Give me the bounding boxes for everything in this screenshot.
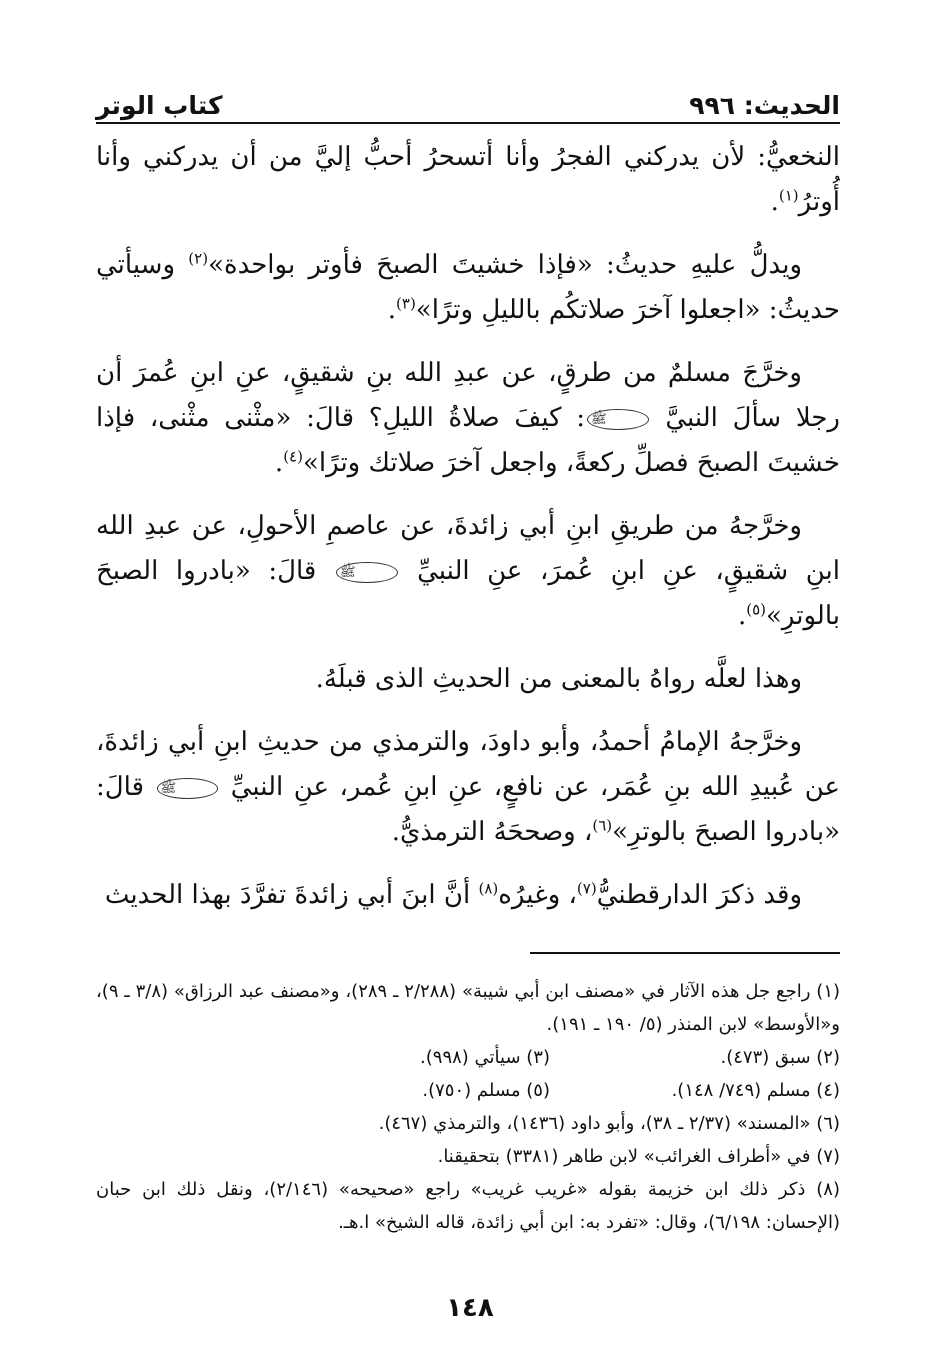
- footnote-2: (٢) سبق (٤٧٣).: [720, 1047, 840, 1068]
- footnote-5: (٥) مسلم (٧٥٠).: [422, 1080, 550, 1101]
- footnote-8: (٨) ذكر ذلك ابن خزيمة بقوله «غريب غريب» راجع «صحيحه» (٢/١٤٦)، ونقل ذلك ابن حبان (الإحسان: ٦/١٩٨)، وقال: «تفرد به: ابن أبي زائدة، قاله الشيخ» ا.هـ.: [96, 1179, 840, 1233]
- footnote-6: (٦) «المسند» (٢/٣٧ ـ ٣٨)، وأبو داود (١٤٣٦)، والترمذي (٤٦٧).: [378, 1113, 840, 1134]
- paragraph-2: ويدلُّ عليهِ حديثُ: «فإذا خشيتَ الصبحَ فأوتر بواحدة»$^{(٢)}$ وسيأتي حديثُ: «اجعلوا آخرَ صلاتكُم بالليلِ وترًا»$^{(٣)}$.: [96, 249, 840, 325]
- paragraph-4: وخرَّجهُ من طريقِ ابنِ أبي زائدةَ، عن عاصمِ الأحولِ، عن عبدِ الله ابنِ شقيقٍ، عنِ ابنِ عُمرَ، عنِ النبيِّ ﷺ قالَ: «بادروا الصبحَ بالوترِ»$^{(٥)}$.: [96, 511, 840, 631]
- paragraph-3: وخرَّجَ مسلمٌ من طرقٍ، عن عبدِ الله بنِ شقيقٍ، عنِ ابنِ عُمرَ أن رجلا سألَ النبيَّ ﷺ: كيفَ صلاةُ الليلِ؟ قالَ: «مثْنى مثْنى، فإذا خشيتَ الصبحَ فصلِّ ركعةً، واجعل آخرَ صلاتك وترًا»$^{(٤)}$.: [96, 358, 840, 478]
- header-rule: [96, 122, 840, 124]
- book-title: كتاب الوتر: [96, 91, 223, 120]
- salutation-glyph: ﷺ: [587, 409, 649, 430]
- paragraph-6: وخرَّجهُ الإمامُ أحمدُ، وأبو داودَ، والترمذي من حديثِ ابنِ أبي زائدةَ، عن عُبيدِ الله بنِ عُمَر، عن نافعٍ، عنِ ابنِ عُمر، عنِ النبيِّ ﷺ قالَ: «بادروا الصبحَ بالوترِ»$^{(٦)}$، وصححَهُ الترمذيُّ.: [96, 727, 840, 847]
- running-header: [96, 80, 840, 120]
- footnote-row: [96, 1041, 840, 1074]
- paragraph-1: النخعيُّ: لأن يدركني الفجرُ وأنا أتسحرُ أحبُّ إليَّ من أن يدركني وأنا أُوترُ$^{(١)}$.: [96, 142, 840, 217]
- footnotes: [96, 975, 840, 1239]
- hadith-number: الحديث: ٩٩٦: [689, 91, 840, 120]
- footnote-ref-7[interactable]: (٧): [576, 879, 597, 898]
- footnote-ref-3[interactable]: (٣): [396, 294, 416, 313]
- page-number: ١٤٨: [446, 1293, 494, 1323]
- salutation-glyph: ﷺ: [336, 562, 398, 583]
- footnote-separator: [530, 952, 840, 954]
- footnote-ref-6[interactable]: (٦): [592, 816, 613, 835]
- footnote-7: (٧) في «أطراف الغرائب» لابن طاهر (٣٣٨١) بتحقيقنا.: [437, 1146, 840, 1167]
- paragraph-5: وهذا لعلَّه رواهُ بالمعنى من الحديثِ الذى قبلَهُ.: [315, 664, 802, 694]
- footnote-1: (١) راجع جل هذه الآثار في «مصنف ابن أبي شيبة» (٢/٢٨٨ ـ ٢٨٩)، و«مصنف عبد الرزاق» (٣/٨ ـ ٩)، و«الأوسط» لابن المنذر (٥/ ١٩٠ ـ ١٩١).: [96, 981, 841, 1035]
- footnote-row: [96, 1074, 840, 1107]
- salutation-glyph: ﷺ: [157, 778, 219, 799]
- footnote-4: (٤) مسلم (٧٤٩/ ١٤٨).: [671, 1080, 840, 1101]
- footnote-3: (٣) سيأتي (٩٩٨).: [420, 1047, 550, 1068]
- footnote-ref-1[interactable]: (١): [778, 186, 799, 205]
- footnote-ref-4[interactable]: (٤): [283, 447, 303, 466]
- paragraph-7: وقد ذكرَ الدارقطنيُّ$^{(٧)}$، وغيرُه$^{(٨)}$ أنَّ ابنَ أبي زائدةَ تفرَّدَ بهذا الحديث: [104, 879, 802, 910]
- main-text: [96, 135, 840, 918]
- footnote-ref-5[interactable]: (٥): [746, 600, 766, 619]
- footnote-ref-2[interactable]: (٢): [188, 249, 209, 268]
- footnote-ref-8[interactable]: (٨): [478, 879, 499, 898]
